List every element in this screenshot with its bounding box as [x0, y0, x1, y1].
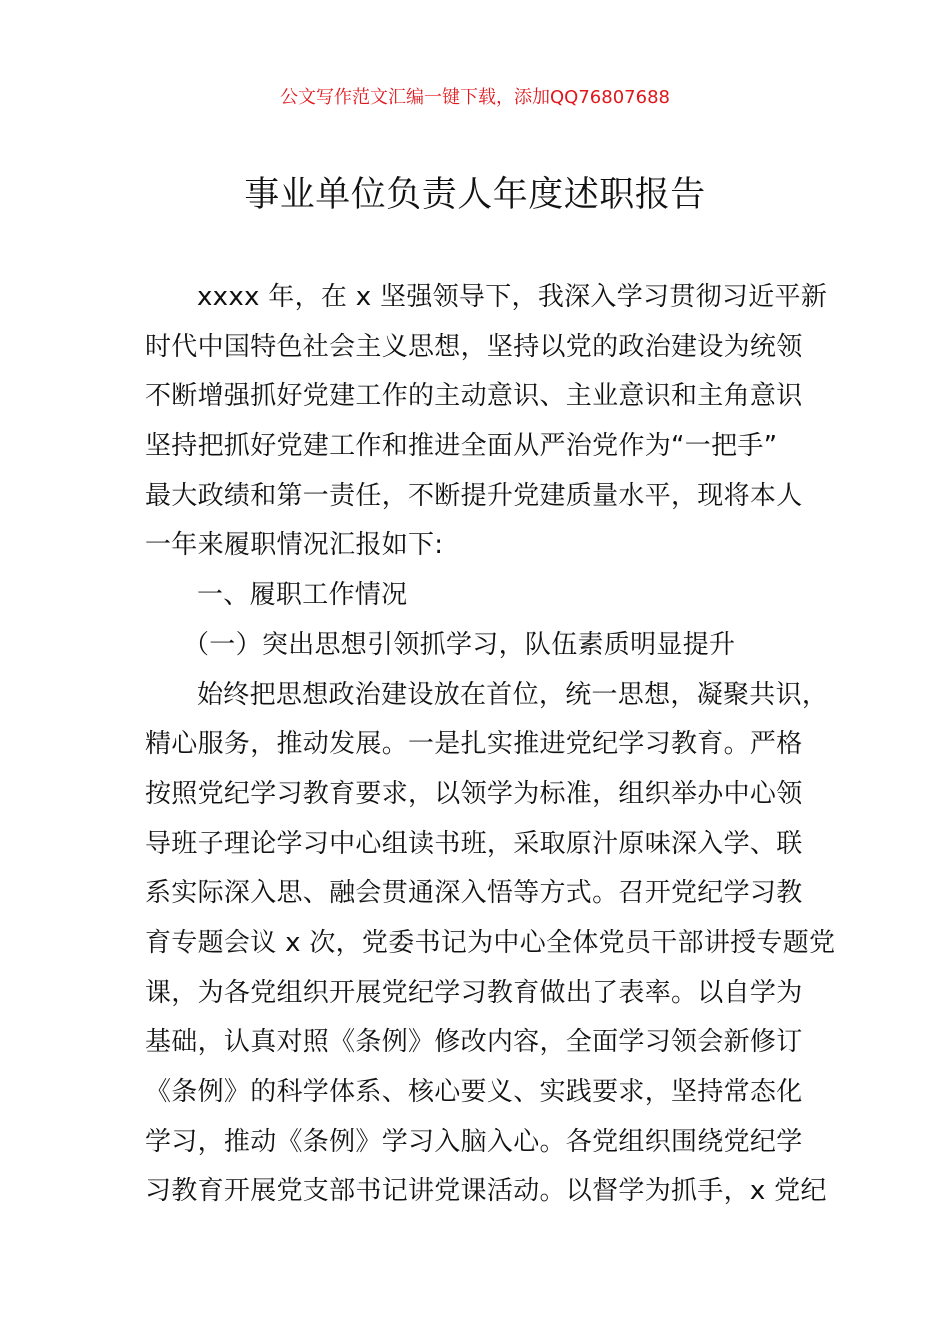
paragraph-line: 一年来履职情况汇报如下:: [145, 530, 444, 561]
paragraph-line: 不断增强抓好党建工作的主动意识、主业意识和主角意识: [145, 381, 803, 412]
paragraph-line: xxxx 年，在 x 坚强领导下，我深入学习贯彻习近平新: [197, 282, 828, 312]
subsection-heading: （一）突出思想引领抓学习，队伍素质明显提升: [183, 629, 736, 660]
paragraph-line: 导班子理论学习中心组读书班，采取原汁原味深入学、联: [145, 828, 803, 859]
paragraph-line: 基础，认真对照《条例》修改内容，全面学习领会新修订: [145, 1027, 803, 1058]
document-title: 事业单位负责人年度述职报告: [244, 175, 706, 215]
paragraph-line: 最大政绩和第一责任，不断提升党建质量水平，现将本人: [145, 480, 803, 511]
paragraph-line: 《条例》的科学体系、核心要义、实践要求，坚持常态化: [145, 1077, 803, 1107]
paragraph-line: 时代中国特色社会主义思想，坚持以党的政治建设为统领: [145, 331, 803, 362]
paragraph-line: 学习，推动《条例》学习入脑入心。各党组织围绕党纪学: [145, 1126, 803, 1157]
paragraph-line: 课，为各党组织开展党纪学习教育做出了表率。以自学为: [145, 977, 803, 1008]
watermark-banner: 公文写作范文汇编一键下载，添加QQ76807688: [280, 87, 670, 108]
paragraph-line: 系实际深入思、融会贯通深入悟等方式。召开党纪学习教: [145, 878, 803, 909]
section-heading: 一、履职工作情况: [197, 580, 408, 611]
paragraph-line: 按照党纪学习教育要求，以领学为标准，组织举办中心领: [145, 778, 803, 809]
paragraph-line: 坚持把抓好党建工作和推进全面从严治党作为“一把手”: [145, 431, 778, 462]
paragraph-line: 精心服务，推动发展。一是扎实推进党纪学习教育。严格: [145, 729, 803, 760]
paragraph-line: 育专题会议 x 次，党委书记为中心全体党员干部讲授专题党: [145, 927, 836, 958]
paragraph-line: 习教育开展党支部书记讲党课活动。以督学为抓手，x 党纪: [145, 1176, 827, 1207]
document-body: [145, 276, 835, 1220]
paragraph-line: 始终把思想政治建设放在首位，统一思想，凝聚共识，: [197, 679, 829, 710]
